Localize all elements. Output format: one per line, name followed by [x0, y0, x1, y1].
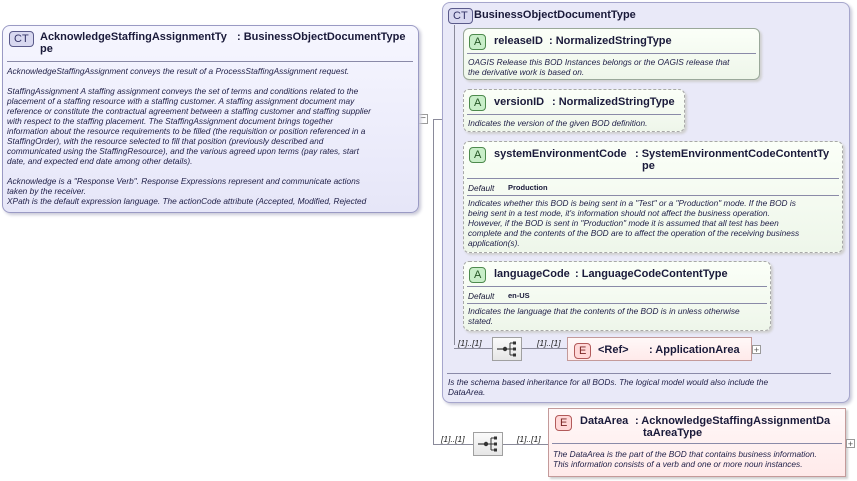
divider	[467, 178, 839, 179]
default-row	[468, 291, 530, 301]
sequence-compositor[interactable]	[473, 432, 503, 456]
attribute-badge: A	[469, 147, 486, 163]
attribute-description: OAGIS Release this BOD Instances belongs or the OAGIS release that the derivative work is based on.	[468, 57, 730, 77]
divider	[447, 373, 831, 374]
element-type-wrap: taAreaType	[643, 427, 703, 439]
attribute-system-environment-code[interactable]	[463, 141, 843, 253]
connector	[433, 119, 434, 444]
collapse-toggle-icon[interactable]: −	[418, 114, 428, 124]
divider	[467, 53, 756, 54]
sequence-icon	[474, 433, 502, 455]
attribute-description: Indicates the version of the given BOD definition.	[468, 118, 648, 128]
main-type-name-wrap: pe	[40, 43, 53, 55]
main-type-base: : BusinessObjectDocumentType	[237, 31, 406, 43]
connector	[522, 348, 567, 349]
attribute-badge: A	[469, 267, 486, 283]
sequence-compositor[interactable]	[492, 337, 522, 361]
attribute-type-wrap: pe	[642, 160, 655, 172]
attribute-language-code[interactable]	[463, 261, 771, 331]
divider	[7, 61, 413, 62]
element-type: : AcknowledgeStaffingAssignmentDa	[635, 415, 831, 427]
element-badge: E	[574, 343, 591, 359]
base-type-name: BusinessObjectDocumentType	[474, 9, 636, 21]
default-label: Default	[468, 183, 495, 193]
complex-type-badge: CT	[9, 31, 34, 47]
default-value: en-US	[508, 291, 530, 300]
element-type: : ApplicationArea	[649, 344, 740, 356]
attribute-type: : NormalizedStringType	[549, 35, 672, 47]
connector	[454, 25, 455, 345]
complex-type-badge: CT	[448, 8, 473, 24]
connector	[454, 348, 492, 349]
default-label: Default	[468, 291, 495, 301]
attribute-name: releaseID	[494, 35, 543, 47]
element-ref: <Ref>	[598, 344, 629, 356]
connector	[503, 444, 548, 445]
element-badge: E	[555, 415, 572, 431]
expand-toggle-icon[interactable]: +	[847, 439, 854, 449]
attribute-type: : SystemEnvironmentCodeContentTy	[635, 148, 830, 160]
default-value: Production	[508, 183, 548, 192]
main-type-description: AcknowledgeStaffingAssignment conveys the result of a ProcessStaffingAssignment request. StaffingAssignment A staffing assignment conveys the set of terms and conditions related to the placement of a staffing resource with a staffing customer. A staffing assignment document may reference or constitute the contractual agreement between a staffing customer and staffing supplier with respect to the staffing placement. The StaffingAssignment document brings together information about the resource requirements to be filled (the requisition or position referenced in a StaffingOrder), with the resource selected to fill that position (previously described and communicated using the StaffingResource), and the various agreed upon terms (pay rates, start date, and expected end date among other details). Acknowledge is a "Response Verb". Response Expressions represent and communicate actions taken by the receiver. XPath is the default expression language. The actionCode attribute (Accepted, Modified, Rejected	[7, 66, 371, 206]
main-type-name: AcknowledgeStaffingAssignmentTy	[40, 31, 227, 43]
attribute-badge: A	[469, 95, 486, 111]
attribute-description: Indicates whether this BOD is being sent in a "Test" or a "Production" mode. If the BOD is being sent in a test mode, it's information should not affect the business operation. However, if the BOD is sent in "Production" mode it is assumed that all test has been complete and the contents of the BOD are to affect the operation of the receiving business application(s).	[468, 198, 800, 248]
attribute-version-id[interactable]	[463, 89, 685, 132]
divider	[552, 443, 842, 444]
default-row	[468, 183, 548, 193]
connector	[433, 119, 442, 120]
attribute-release-id[interactable]	[463, 28, 760, 80]
base-type-description: Is the schema based inheritance for all BODs. The logical model would also include the DataArea.	[448, 377, 769, 397]
cardinality-label: [1]..[1]	[441, 434, 465, 444]
cardinality-label: [1]..[1]	[537, 338, 561, 348]
divider	[467, 303, 767, 304]
main-complex-type[interactable]	[2, 25, 419, 213]
element-description: The DataArea is the part of the BOD that contains business information. This information consists of a verb and one or more noun instances.	[553, 449, 817, 469]
expand-toggle-icon[interactable]: +	[753, 345, 760, 355]
cardinality-label: [1]..[1]	[458, 338, 482, 348]
attribute-badge: A	[469, 34, 486, 50]
attribute-description: Indicates the language that the contents of the BOD is in unless otherwise stated.	[468, 306, 740, 326]
cardinality-label: [1]..[1]	[517, 434, 541, 444]
attribute-type: : NormalizedStringType	[552, 96, 675, 108]
attribute-name: systemEnvironmentCode	[494, 148, 627, 160]
divider	[467, 114, 681, 115]
element-data-area[interactable]	[548, 408, 846, 477]
connector	[433, 444, 473, 445]
attribute-name: languageCode	[494, 268, 570, 280]
attribute-name: versionID	[494, 96, 545, 108]
element-application-area[interactable]	[567, 337, 752, 361]
attribute-type: : LanguageCodeContentType	[575, 268, 728, 280]
base-complex-type[interactable]	[442, 2, 850, 403]
element-name: DataArea	[580, 415, 629, 427]
sequence-icon	[493, 338, 521, 360]
divider	[467, 286, 767, 287]
divider	[467, 195, 839, 196]
